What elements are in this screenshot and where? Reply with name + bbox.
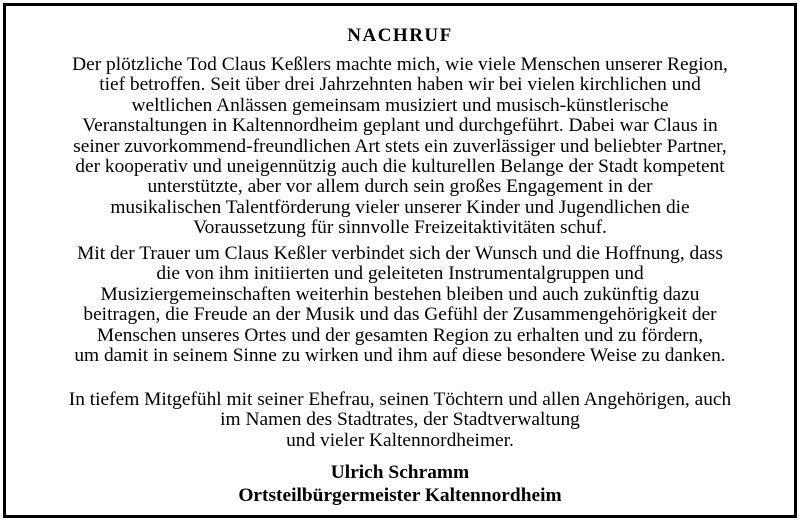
signature-block xyxy=(6,461,794,507)
paragraph-hope xyxy=(6,244,794,366)
paragraph-condolence xyxy=(6,390,794,451)
text-line: musikalischen Talentförderung vieler unserer Kinder und Jugendlichen die xyxy=(110,196,690,218)
paragraph-tribute xyxy=(6,55,794,239)
text-line: Der plötzliche Tod Claus Keßlers machte mich, wie viele Menschen unserer Region, xyxy=(72,54,728,75)
text-line: der kooperativ und uneigennützig auch die kulturellen Belange der Stadt kompetent xyxy=(75,156,725,178)
text-line: In tiefem Mitgefühl mit seiner Ehefrau, seinen Töchtern und allen Angehörigen, auch xyxy=(68,389,732,410)
text-line: Musiziergemeinschaften weiterhin bestehen bleiben und auch zukünftig dazu xyxy=(100,283,700,305)
text-line: und vieler Kaltennordheimer. xyxy=(286,429,514,451)
text-line: Voraussetzung für sinnvolle Freizeitaktivitäten schuf. xyxy=(193,217,607,239)
text-line: um damit in seinem Sinne zu wirken und ihm auf diese besondere Weise zu danken. xyxy=(74,345,726,367)
notice-title: NACHRUF xyxy=(347,25,453,46)
text-line: unterstützte, aber vor allem durch sein großes Engagement in der xyxy=(147,176,653,198)
text-line: tief betroffen. Seit über drei Jahrzehnten haben wir bei vielen kirchlichen und xyxy=(99,74,701,96)
text-line: Veranstaltungen in Kaltennordheim geplant und durchgeführt. Dabei war Claus in xyxy=(82,115,718,137)
text-line: seiner zuvorkommend-freundlichen Art stets ein zuverlässiger und beliebter Partner, xyxy=(73,135,727,157)
text-line: beitragen, die Freude an der Musik und das Gefühl der Zusammengehörigkeit der xyxy=(83,304,717,326)
text-line: weltlichen Anlässen gemeinsam musiziert und musisch-künstlerische xyxy=(131,94,669,116)
obituary-notice xyxy=(3,3,797,518)
text-line: Menschen unseres Ortes und der gesamten Region zu erhalten und zu fördern, xyxy=(96,324,704,346)
signature-role: Ortsteilbürgermeister Kaltennordheim xyxy=(238,485,562,506)
text-line: die von ihm initiierten und geleiteten Instrumentalgruppen und xyxy=(156,263,644,285)
text-line: im Namen des Stadtrates, der Stadtverwaltung xyxy=(220,409,580,431)
signature-name: Ulrich Schramm xyxy=(330,462,470,483)
text-line: Mit der Trauer um Claus Keßler verbindet sich der Wunsch und die Hoffnung, dass xyxy=(77,243,723,264)
